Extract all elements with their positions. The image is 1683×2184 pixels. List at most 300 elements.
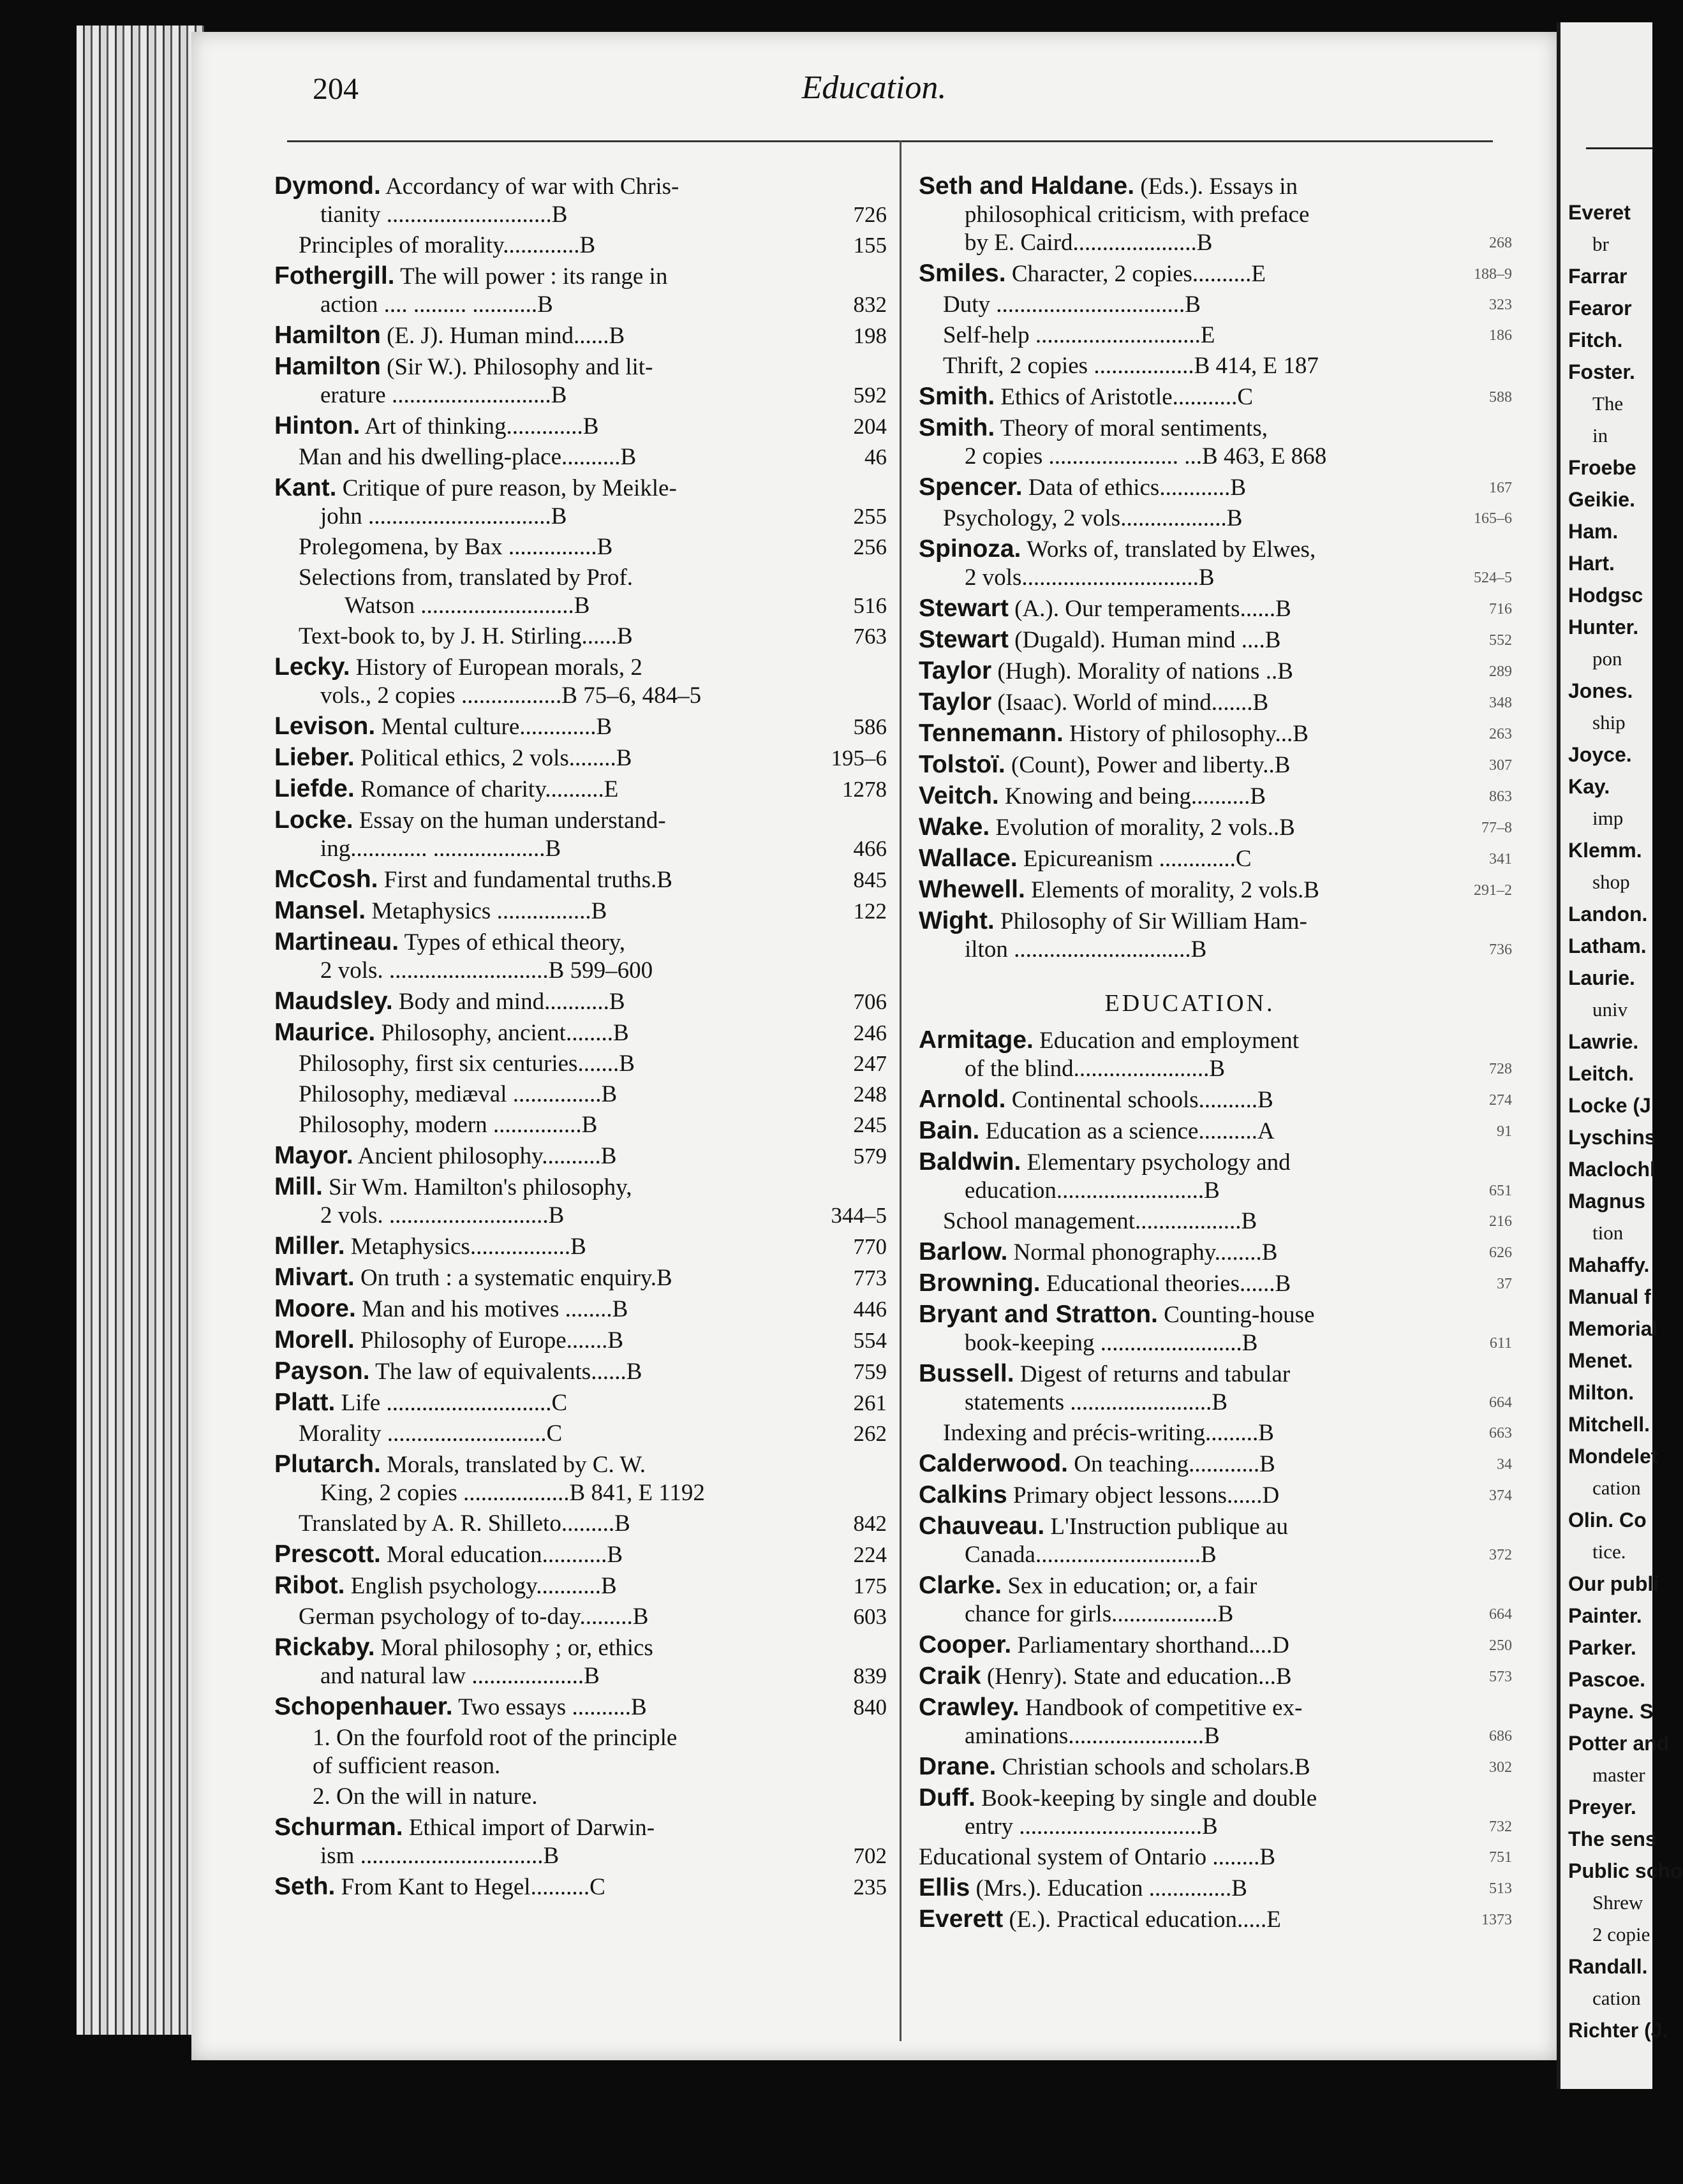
shelf-number: 773 [853, 1265, 887, 1290]
entry-line [274, 592, 791, 620]
adjacent-page-text: Lawrie. [1568, 1030, 1639, 1053]
entry-line [274, 1572, 791, 1600]
entry-text: (E. J). Human mind......B [387, 323, 625, 349]
shelf-number: 716 [1489, 601, 1512, 617]
shelf-number: 204 [853, 414, 887, 439]
shelf-number: 845 [853, 867, 887, 892]
entry-text: (Dugald). Human mind ....B [1014, 627, 1281, 653]
shelf-number: 167 [1489, 480, 1512, 496]
entry-line [919, 1600, 1391, 1628]
index-entry [919, 626, 1512, 654]
entry-text: Two essays ..........B [458, 1694, 647, 1720]
entry-text: (Mrs.). Education ..............B [975, 1875, 1247, 1901]
entry-line [274, 1420, 791, 1448]
index-entry [919, 1753, 1512, 1782]
entry-text: First and fundamental truths.B [383, 867, 672, 893]
author-name: Hamilton [274, 353, 381, 380]
left-column [274, 172, 887, 1904]
entry-line [274, 1813, 791, 1842]
shelf-number: 344–5 [831, 1203, 887, 1228]
entry-text: The will power : its range in [400, 263, 668, 290]
entry-line [919, 352, 1391, 380]
author-name: Taylor [919, 688, 992, 716]
index-entry [919, 1784, 1512, 1841]
adjacent-page-text: 2 copie [1592, 1923, 1650, 1945]
entry-line [919, 1905, 1391, 1934]
entry-text: Philosophy of Sir William Ham- [1000, 908, 1307, 934]
entry-text: Philosophy, first six centuries.......B [299, 1051, 635, 1077]
shelf-number: 91 [1497, 1123, 1512, 1140]
shelf-number: 736 [1489, 941, 1512, 958]
shelf-number: 175 [853, 1574, 887, 1598]
entry-text: of the blind.......................B [965, 1056, 1226, 1082]
adjacent-page-rule [1586, 147, 1652, 149]
entry-text: (Count), Power and liberty..B [1011, 752, 1291, 778]
entry-text: book-keeping ........................B [965, 1330, 1258, 1356]
shelf-number: 248 [853, 1082, 887, 1107]
entry-text: Types of ethical theory, [404, 929, 626, 956]
author-name: Morell. [274, 1326, 355, 1354]
shelf-number: 216 [1489, 1213, 1512, 1230]
education-entries [919, 1026, 1512, 1934]
entry-line [274, 1450, 791, 1479]
adjacent-page-text: Mondelet [1568, 1445, 1658, 1468]
author-name: Chauveau. [919, 1512, 1045, 1540]
philosophy-entries-continued [919, 172, 1512, 964]
entry-text: Educational system of Ontario ........B [919, 1844, 1276, 1870]
author-name: Fothergill. [274, 262, 395, 290]
entry-text: (Hugh). Morality of nations ..B [997, 658, 1293, 684]
index-entry [919, 719, 1512, 748]
shelf-number: 663 [1489, 1425, 1512, 1442]
adjacent-page-text: imp [1592, 807, 1624, 829]
index-entry [919, 1026, 1512, 1083]
shelf-number: 554 [853, 1328, 887, 1353]
shelf-number: 728 [1489, 1061, 1512, 1077]
entry-text: ing............. ...................B [320, 836, 561, 862]
index-entry [919, 813, 1512, 842]
author-name: Drane. [919, 1753, 997, 1780]
shelf-number: 195–6 [831, 746, 887, 771]
right-column [919, 172, 1512, 1937]
shelf-number: 246 [853, 1021, 887, 1045]
entry-line [919, 845, 1391, 873]
adjacent-page-text: in [1592, 424, 1608, 446]
author-name: Levison. [274, 712, 376, 740]
entry-text: Sir Wm. Hamilton's philosophy, [329, 1174, 632, 1200]
author-name: Arnold. [919, 1086, 1006, 1113]
adjacent-page-text: shop [1592, 871, 1630, 893]
index-entry [274, 1173, 887, 1230]
author-name: Clarke. [919, 1572, 1002, 1599]
entry-line [919, 1512, 1391, 1541]
shelf-number: 751 [1489, 1849, 1512, 1866]
shelf-number: 686 [1489, 1728, 1512, 1745]
entry-line [919, 1450, 1391, 1479]
entry-line [274, 806, 791, 835]
author-name: Hamilton [274, 321, 381, 349]
entry-text: Man and his motives ........B [362, 1296, 628, 1322]
entry-text: Education and employment [1039, 1028, 1300, 1054]
entry-line [919, 1389, 1391, 1417]
entry-text: Principles of morality.............B [299, 232, 596, 258]
entry-text: German psychology of to-day.........B [299, 1604, 649, 1630]
entry-text: Educational theories......B [1046, 1271, 1291, 1297]
entry-text: chance for girls..................B [965, 1601, 1234, 1627]
entry-line [919, 1148, 1391, 1177]
index-entry [274, 1142, 887, 1170]
entry-text: Sex in education; or, a fair [1007, 1573, 1257, 1599]
entry-line [919, 473, 1391, 502]
index-entry [274, 806, 887, 863]
author-name: Cooper. [919, 1631, 1012, 1658]
entry-text: Political ethics, 2 vols........B [360, 745, 632, 771]
entry-line [919, 1360, 1391, 1389]
adjacent-page-text: Milton. [1568, 1381, 1635, 1404]
entry-text: john ...............................B [320, 503, 567, 529]
entry-text: Text-book to, by J. H. Stirling......B [299, 623, 633, 649]
index-entry [274, 1264, 887, 1292]
entry-text: of sufficient reason. [313, 1753, 501, 1779]
author-name: Maurice. [274, 1019, 376, 1046]
entry-text: The law of equivalents......B [375, 1359, 642, 1385]
entry-line [274, 866, 791, 894]
adjacent-page-text: Joyce. [1568, 743, 1632, 766]
shelf-number: 224 [853, 1542, 887, 1567]
shelf-number: 664 [1489, 1606, 1512, 1623]
shelf-number: 263 [1489, 726, 1512, 742]
index-entry [919, 657, 1512, 686]
entry-line [274, 1264, 791, 1292]
entry-line [274, 353, 791, 381]
shelf-number: 77–8 [1481, 820, 1512, 836]
entry-line [274, 835, 791, 863]
entry-text: 2 vols..............................B [965, 564, 1215, 591]
entry-line [274, 1202, 791, 1230]
entry-text: From Kant to Hegel..........C [341, 1874, 605, 1900]
shelf-number: 186 [1489, 327, 1512, 344]
index-subentry [274, 1081, 887, 1109]
entry-text: philosophical criticism, with preface [965, 202, 1310, 228]
entry-text: ilton ..............................B [965, 936, 1207, 963]
index-subentry [919, 505, 1512, 533]
author-name: Taylor [919, 657, 992, 684]
entry-line [919, 1026, 1391, 1055]
shelf-number: 155 [853, 233, 887, 258]
entry-line [919, 688, 1391, 717]
entry-text: Watson ..........................B [345, 593, 590, 619]
index-subentry [919, 352, 1487, 380]
entry-line [919, 321, 1391, 350]
shelf-number: 255 [853, 504, 887, 529]
entry-line [274, 381, 791, 410]
entry-text: Works of, translated by Elwes, [1026, 536, 1316, 563]
index-entry [274, 897, 887, 926]
shelf-number: 726 [853, 202, 887, 227]
entry-line [274, 1081, 791, 1109]
index-subentry [274, 232, 887, 260]
author-name: Wallace. [919, 845, 1018, 872]
entry-text: Theory of moral sentiments, [1000, 415, 1268, 441]
author-name: Mivart. [274, 1264, 355, 1291]
entry-line [919, 751, 1391, 779]
index-entry [274, 321, 887, 350]
entry-text: Elements of morality, 2 vols.B [1031, 877, 1319, 903]
index-subentry [274, 1050, 887, 1078]
index-entry [274, 1389, 887, 1417]
index-entry [274, 653, 887, 710]
entry-text: English psychology...........B [350, 1573, 617, 1599]
index-entry [274, 866, 887, 894]
shelf-number: 247 [853, 1051, 887, 1076]
entry-text: Metaphysics ................B [371, 898, 607, 924]
entry-line [274, 474, 791, 503]
entry-line [274, 1540, 791, 1569]
index-entry [274, 987, 887, 1016]
adjacent-page-text: Magnus [1568, 1190, 1645, 1213]
shelf-number: 268 [1489, 235, 1512, 251]
index-entry [919, 1360, 1512, 1417]
author-name: Craik [919, 1662, 981, 1690]
entry-text: Data of ethics............B [1028, 475, 1246, 501]
adjacent-page-text: cation [1592, 1477, 1641, 1499]
shelf-number: 34 [1497, 1456, 1512, 1473]
entry-line [919, 1207, 1391, 1236]
entry-text: vols., 2 copies .................B 75–6, 484–5 [320, 682, 702, 709]
entry-line [919, 1055, 1391, 1083]
author-name: Duff. [919, 1784, 975, 1811]
entry-text: (Isaac). World of mind.......B [997, 690, 1269, 716]
entry-text: Moral philosophy ; or, ethics [380, 1635, 653, 1661]
adjacent-page-text: Pascoe. [1568, 1668, 1645, 1691]
adjacent-page-text: Fitch. [1568, 328, 1623, 351]
shelf-number: 323 [1489, 297, 1512, 313]
entry-line [919, 1784, 1391, 1813]
entry-text: Self-help ............................E [943, 322, 1215, 348]
index-subentry [274, 1420, 887, 1448]
index-entry [274, 1634, 887, 1690]
entry-line [919, 443, 1391, 471]
entry-text: On truth : a systematic enquiry.B [360, 1265, 672, 1291]
index-entry [274, 1693, 887, 1722]
entry-line [274, 443, 791, 471]
entry-text: Christian schools and scholars.B [1002, 1754, 1310, 1780]
index-entry [274, 1357, 887, 1386]
entry-line [919, 719, 1391, 748]
entry-text: aminations.......................B [965, 1723, 1220, 1749]
entry-line [274, 1724, 791, 1752]
adjacent-page-text: br [1592, 233, 1609, 255]
entry-line [919, 936, 1391, 964]
author-name: Everett [919, 1905, 1004, 1933]
entry-line [274, 653, 791, 682]
entry-line [274, 744, 791, 772]
entry-line [919, 1481, 1391, 1510]
adjacent-page-text: Menet. [1568, 1349, 1633, 1372]
entry-line [919, 1631, 1391, 1660]
shelf-number: 552 [1489, 632, 1512, 649]
adjacent-page-text: Landon. [1568, 903, 1648, 926]
entry-line [919, 1662, 1391, 1691]
entry-text: Art of thinking.............B [364, 413, 599, 439]
entry-text: 2 vols. ...........................B [320, 1202, 565, 1228]
entry-line [919, 1843, 1391, 1871]
shelf-number: 372 [1489, 1547, 1512, 1563]
entry-text: Romance of charity..........E [360, 776, 619, 802]
shelf-number: 588 [1489, 389, 1512, 406]
entry-text: Handbook of competitive ex- [1025, 1695, 1303, 1721]
index-entry [274, 412, 887, 441]
author-name: Payson. [274, 1357, 370, 1385]
adjacent-page-text: Lyschins [1568, 1126, 1656, 1149]
shelf-number: 165–6 [1474, 510, 1512, 527]
author-name: Spinoza. [919, 535, 1021, 563]
index-entry [919, 1572, 1512, 1628]
entry-line [274, 564, 791, 592]
entry-text: Epicureanism .............C [1023, 846, 1252, 872]
index-subentry [919, 321, 1512, 350]
author-name: Browning. [919, 1269, 1041, 1297]
entry-text: Ethical import of Darwin- [408, 1815, 655, 1841]
entry-text: (E.). Practical education.....E [1009, 1907, 1281, 1933]
index-entry [919, 260, 1512, 288]
author-name: Schopenhauer. [274, 1693, 453, 1720]
entry-line [919, 1813, 1391, 1841]
shelf-number: 573 [1489, 1669, 1512, 1685]
entry-line [274, 1693, 791, 1722]
entry-text: Book-keeping by single and double [981, 1785, 1317, 1811]
entry-line [274, 1050, 791, 1078]
shelf-number: 122 [853, 899, 887, 924]
entry-text: education.........................B [965, 1177, 1220, 1204]
entry-text: Parliamentary shorthand....D [1017, 1632, 1289, 1658]
entry-line [274, 321, 791, 350]
entry-line [274, 291, 791, 319]
author-name: Miller. [274, 1232, 345, 1260]
author-name: Bryant and Stratton. [919, 1301, 1158, 1328]
shelf-number: 524–5 [1474, 570, 1512, 586]
index-entry [919, 1512, 1512, 1569]
index-entry [919, 1301, 1512, 1357]
entry-text: Normal phonography........B [1013, 1239, 1278, 1265]
entry-line [919, 1541, 1391, 1569]
adjacent-page-text: Memorial [1568, 1317, 1658, 1340]
entry-text: Evolution of morality, 2 vols..B [995, 815, 1295, 841]
entry-text: 2 copies ...................... ...B 463, E 868 [965, 443, 1327, 469]
entry-line [919, 657, 1391, 686]
entry-text: tianity ............................B [320, 202, 568, 228]
entry-text: Continental schools..........B [1011, 1087, 1273, 1113]
index-subentry [919, 1207, 1512, 1236]
index-entry [919, 1874, 1512, 1903]
entry-line [274, 1295, 791, 1324]
entry-text: Thrift, 2 copies .................B 414, E 187 [943, 353, 1319, 379]
index-subentry [919, 1419, 1512, 1447]
index-entry [274, 1873, 887, 1901]
author-name: Smith. [919, 383, 995, 410]
adjacent-page-text: The sens [1568, 1827, 1657, 1850]
shelf-number: 759 [853, 1359, 887, 1384]
adjacent-page-text: ship [1592, 711, 1626, 734]
index-entry [274, 474, 887, 531]
entry-line [919, 1753, 1391, 1782]
entry-text: erature ...........................B [320, 382, 567, 408]
entry-text: Philosophy, mediæval ...............B [299, 1081, 618, 1107]
index-subentry [274, 1603, 887, 1631]
author-name: Bain. [919, 1117, 980, 1144]
author-name: Seth and Haldane. [919, 172, 1135, 200]
entry-line [274, 987, 791, 1016]
entry-text: 2. On the will in nature. [313, 1783, 538, 1810]
entry-text: Selections from, translated by Prof. [299, 564, 634, 591]
entry-text: 1. On the fourfold root of the principle [313, 1725, 678, 1751]
adjacent-page-text: pon [1592, 647, 1622, 670]
index-entry [274, 928, 887, 985]
index-entry [919, 172, 1512, 257]
adjacent-page-text: tion [1592, 1221, 1624, 1244]
author-name: Rickaby. [274, 1634, 375, 1661]
entry-line [919, 782, 1391, 811]
entry-text: Knowing and being..........B [1004, 783, 1266, 809]
shelf-number: 592 [853, 383, 887, 408]
adjacent-page-text: Potter and [1568, 1732, 1670, 1755]
shelf-number: 732 [1489, 1819, 1512, 1835]
shelf-number: 863 [1489, 788, 1512, 805]
entry-text: Philosophy of Europe.......B [360, 1327, 624, 1354]
shelf-number: 1278 [842, 777, 887, 802]
entry-line [274, 1510, 791, 1538]
entry-line [274, 1326, 791, 1355]
entry-text: Life ............................C [341, 1390, 568, 1416]
adjacent-page-text: Froebe [1568, 456, 1636, 479]
entry-text: 2 vols. ...........................B 599–600 [320, 957, 653, 984]
entry-text: Metaphysics.................B [350, 1234, 586, 1260]
author-name: Calderwood. [919, 1450, 1069, 1477]
index-entry [919, 473, 1512, 502]
shelf-number: 706 [853, 989, 887, 1014]
entry-line [274, 262, 791, 291]
entry-line [274, 1232, 791, 1261]
author-name: Bussell. [919, 1360, 1014, 1387]
shelf-number: 1373 [1481, 1912, 1512, 1928]
adjacent-page-text: Ham. [1568, 520, 1619, 543]
entry-text: Essay on the human understand- [359, 808, 666, 834]
adjacent-page-text: Hart. [1568, 552, 1615, 575]
adjacent-page-text: Shrew [1592, 1891, 1643, 1914]
entry-line [274, 712, 791, 741]
shelf-number: 664 [1489, 1394, 1512, 1411]
author-name: Tennemann. [919, 719, 1064, 747]
shelf-number: 256 [853, 535, 887, 559]
entry-text: Body and mind...........B [398, 989, 625, 1015]
adjacent-page-text: Richter (J. [1568, 2019, 1668, 2042]
shelf-number: 842 [853, 1511, 887, 1536]
index-entry [274, 172, 887, 229]
index-entry [274, 1450, 887, 1507]
entry-line [274, 1019, 791, 1047]
shelf-number: 262 [853, 1421, 887, 1446]
adjacent-page-text: Geikie. [1568, 488, 1635, 511]
entry-text: Elementary psychology and [1027, 1149, 1291, 1176]
adjacent-page-text: Preyer. [1568, 1796, 1636, 1819]
adjacent-page-text: Mitchell. [1568, 1413, 1650, 1436]
entry-line [919, 1269, 1391, 1298]
entry-line [274, 623, 791, 651]
entry-line [919, 626, 1391, 654]
author-name: Liefde. [274, 775, 355, 802]
index-entry [919, 1238, 1512, 1267]
shelf-number: 603 [853, 1604, 887, 1629]
